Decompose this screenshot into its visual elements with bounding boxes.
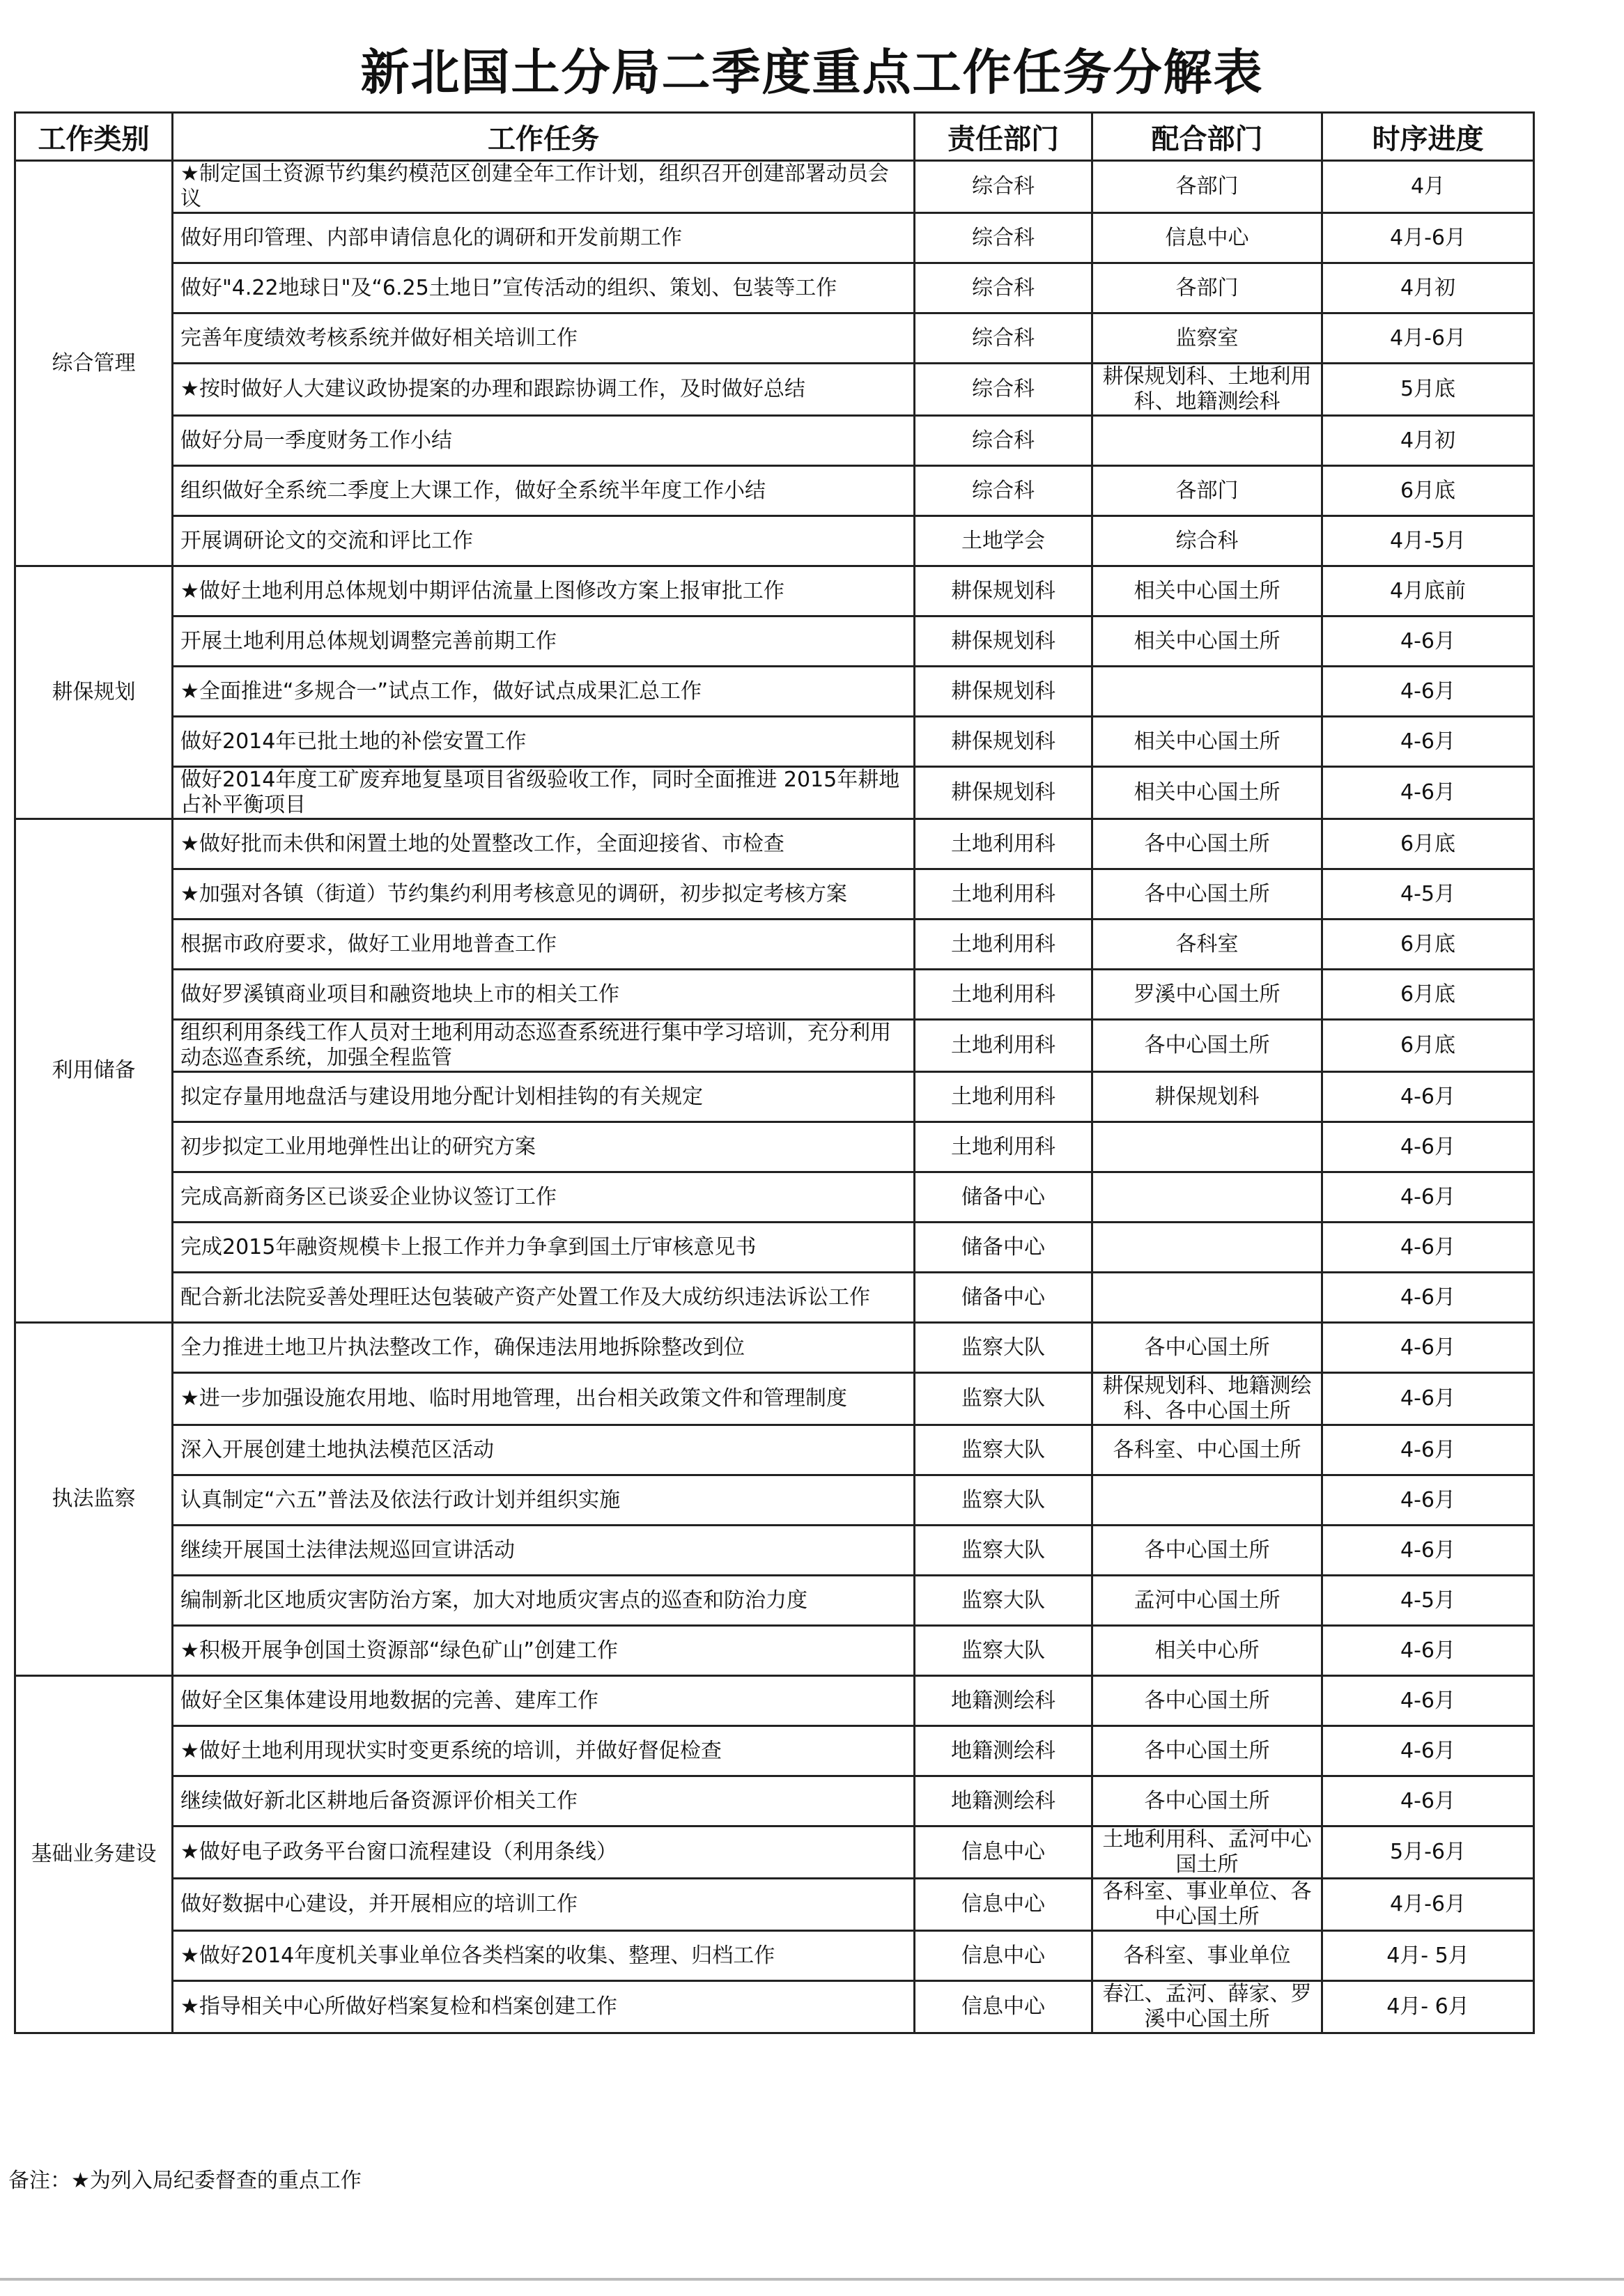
- progress-cell: 4-6月: [1322, 1676, 1534, 1726]
- coop-cell: [1092, 1273, 1322, 1323]
- table-row: [15, 364, 1534, 416]
- dept-cell: 耕保规划科: [915, 566, 1092, 616]
- dept-cell: 耕保规划科: [915, 667, 1092, 717]
- table-row: [15, 1981, 1534, 2033]
- table-row: [15, 767, 1534, 819]
- task-cell: 拟定存量用地盘活与建设用地分配计划相挂钩的有关规定: [173, 1072, 915, 1122]
- progress-cell: 4-5月: [1322, 1576, 1534, 1626]
- task-cell: ★加强对各镇（街道）节约集约利用考核意见的调研，初步拟定考核方案: [173, 869, 915, 920]
- task-cell: 认真制定“六五”普法及依法行政计划并组织实施: [173, 1475, 915, 1526]
- coop-cell: 相关中心国土所: [1092, 616, 1322, 667]
- task-cell: 开展土地利用总体规划调整完善前期工作: [173, 616, 915, 667]
- dept-cell: 监察大队: [915, 1576, 1092, 1626]
- coop-cell: 各中心国土所: [1092, 869, 1322, 920]
- progress-cell: 4月-6月: [1322, 213, 1534, 263]
- dept-cell: 储备中心: [915, 1273, 1092, 1323]
- coop-cell: 各中心国土所: [1092, 1676, 1322, 1726]
- task-table: [14, 111, 1535, 2034]
- table-row: [15, 213, 1534, 263]
- coop-cell: 监察室: [1092, 313, 1322, 364]
- table-row: [15, 466, 1534, 516]
- task-cell: ★做好土地利用现状实时变更系统的培训，并做好督促检查: [173, 1726, 915, 1776]
- task-cell: ★全面推进“多规合一”试点工作，做好试点成果汇总工作: [173, 667, 915, 717]
- coop-cell: [1092, 667, 1322, 717]
- progress-cell: 4月-6月: [1322, 1879, 1534, 1931]
- table-row: [15, 1425, 1534, 1475]
- coop-cell: 相关中心所: [1092, 1626, 1322, 1676]
- coop-cell: 相关中心国土所: [1092, 566, 1322, 616]
- coop-cell: 各中心国土所: [1092, 1776, 1322, 1826]
- dept-cell: 耕保规划科: [915, 616, 1092, 667]
- progress-cell: 4-6月: [1322, 667, 1534, 717]
- table-row: [15, 1020, 1534, 1072]
- coop-cell: 春江、孟河、薛家、罗溪中心国土所: [1092, 1981, 1322, 2033]
- task-cell: 深入开展创建土地执法模范区活动: [173, 1425, 915, 1475]
- table-row: [15, 416, 1534, 466]
- table-row: [15, 1879, 1534, 1931]
- table-row: [15, 1676, 1534, 1726]
- coop-cell: [1092, 1122, 1322, 1172]
- header-progress: 时序进度: [1322, 113, 1534, 161]
- table-row: [15, 566, 1534, 616]
- coop-cell: 各部门: [1092, 466, 1322, 516]
- task-cell: ★做好电子政务平台窗口流程建设（利用条线）: [173, 1826, 915, 1879]
- table-row: [15, 1373, 1534, 1425]
- coop-cell: 各中心国土所: [1092, 1020, 1322, 1072]
- table-row: [15, 516, 1534, 566]
- progress-cell: 6月底: [1322, 970, 1534, 1020]
- progress-cell: 6月底: [1322, 466, 1534, 516]
- task-cell: 做好2014年度工矿废弃地复垦项目省级验收工作，同时全面推进 2015年耕地占补平衡项目: [173, 767, 915, 819]
- progress-cell: 4月初: [1322, 416, 1534, 466]
- progress-cell: 4月- 6月: [1322, 1981, 1534, 2033]
- task-cell: ★制定国土资源节约集约模范区创建全年工作计划，组织召开创建部署动员会议: [173, 161, 915, 213]
- progress-cell: 6月底: [1322, 819, 1534, 869]
- progress-cell: 6月底: [1322, 1020, 1534, 1072]
- table-row: [15, 1776, 1534, 1826]
- task-cell: 配合新北法院妥善处理旺达包装破产资产处置工作及大成纺织违法诉讼工作: [173, 1273, 915, 1323]
- progress-cell: 4月-6月: [1322, 313, 1534, 364]
- task-cell: 做好2014年已批土地的补偿安置工作: [173, 717, 915, 767]
- progress-cell: 4-6月: [1322, 1273, 1534, 1323]
- table-row: [15, 1626, 1534, 1676]
- dept-cell: 监察大队: [915, 1373, 1092, 1425]
- header-coop: 配合部门: [1092, 113, 1322, 161]
- dept-cell: 信息中心: [915, 1879, 1092, 1931]
- progress-cell: 4月-5月: [1322, 516, 1534, 566]
- task-cell: 开展调研论文的交流和评比工作: [173, 516, 915, 566]
- table-row: [15, 1826, 1534, 1879]
- coop-cell: 信息中心: [1092, 213, 1322, 263]
- category-cell: 利用储备: [15, 819, 173, 1323]
- header-task: 工作任务: [173, 113, 915, 161]
- task-cell: ★按时做好人大建议政协提案的办理和跟踪协调工作，及时做好总结: [173, 364, 915, 416]
- header-category: 工作类别: [15, 113, 173, 161]
- coop-cell: 各中心国土所: [1092, 819, 1322, 869]
- table-row: [15, 1576, 1534, 1626]
- task-cell: 根据市政府要求，做好工业用地普查工作: [173, 920, 915, 970]
- dept-cell: 监察大队: [915, 1626, 1092, 1676]
- progress-cell: 4-5月: [1322, 869, 1534, 920]
- footnote: 备注：★为列入局纪委督查的重点工作: [8, 2169, 362, 2193]
- coop-cell: 耕保规划科、地籍测绘科、各中心国土所: [1092, 1373, 1322, 1425]
- task-cell: ★进一步加强设施农用地、临时用地管理，出台相关政策文件和管理制度: [173, 1373, 915, 1425]
- task-cell: 完善年度绩效考核系统并做好相关培训工作: [173, 313, 915, 364]
- dept-cell: 监察大队: [915, 1425, 1092, 1475]
- dept-cell: 综合科: [915, 263, 1092, 313]
- table-row: [15, 313, 1534, 364]
- task-cell: 全力推进土地卫片执法整改工作，确保违法用地拆除整改到位: [173, 1323, 915, 1373]
- coop-cell: 各科室、事业单位: [1092, 1931, 1322, 1981]
- task-cell: 做好分局一季度财务工作小结: [173, 416, 915, 466]
- table-row: [15, 1072, 1534, 1122]
- table-header-row: [15, 113, 1534, 161]
- table-body: [15, 161, 1534, 2033]
- progress-cell: 4-6月: [1322, 1776, 1534, 1826]
- table-row: [15, 1475, 1534, 1526]
- task-cell: 继续开展国土法律法规巡回宣讲活动: [173, 1526, 915, 1576]
- task-cell: 做好罗溪镇商业项目和融资地块上市的相关工作: [173, 970, 915, 1020]
- table-row: [15, 970, 1534, 1020]
- dept-cell: 监察大队: [915, 1526, 1092, 1576]
- table-row: [15, 717, 1534, 767]
- dept-cell: 地籍测绘科: [915, 1676, 1092, 1726]
- dept-cell: 土地利用科: [915, 970, 1092, 1020]
- page-title: 新北国土分局二季度重点工作任务分解表: [360, 44, 1264, 101]
- coop-cell: 相关中心国土所: [1092, 767, 1322, 819]
- dept-cell: 监察大队: [915, 1475, 1092, 1526]
- progress-cell: 4-6月: [1322, 717, 1534, 767]
- dept-cell: 耕保规划科: [915, 767, 1092, 819]
- category-cell: 综合管理: [15, 161, 173, 566]
- progress-cell: 5月-6月: [1322, 1826, 1534, 1879]
- dept-cell: 综合科: [915, 466, 1092, 516]
- task-cell: 做好"4.22地球日"及“6.25土地日”宣传活动的组织、策划、包装等工作: [173, 263, 915, 313]
- coop-cell: 各部门: [1092, 263, 1322, 313]
- coop-cell: 综合科: [1092, 516, 1322, 566]
- task-cell: 编制新北区地质灾害防治方案，加大对地质灾害点的巡查和防治力度: [173, 1576, 915, 1626]
- task-cell: ★积极开展争创国土资源部“绿色矿山”创建工作: [173, 1626, 915, 1676]
- table-row: [15, 1931, 1534, 1981]
- dept-cell: 地籍测绘科: [915, 1776, 1092, 1826]
- progress-cell: 4-6月: [1322, 1425, 1534, 1475]
- task-cell: 做好全区集体建设用地数据的完善、建库工作: [173, 1676, 915, 1726]
- dept-cell: 信息中心: [915, 1826, 1092, 1879]
- progress-cell: 4月- 5月: [1322, 1931, 1534, 1981]
- table-row: [15, 869, 1534, 920]
- task-cell: 继续做好新北区耕地后备资源评价相关工作: [173, 1776, 915, 1826]
- task-cell: 完成2015年融资规模卡上报工作并力争拿到国土厅审核意见书: [173, 1223, 915, 1273]
- task-cell: ★做好土地利用总体规划中期评估流量上图修改方案上报审批工作: [173, 566, 915, 616]
- coop-cell: 各科室: [1092, 920, 1322, 970]
- task-cell: 做好用印管理、内部申请信息化的调研和开发前期工作: [173, 213, 915, 263]
- progress-cell: 4-6月: [1322, 1122, 1534, 1172]
- coop-cell: 各科室、中心国土所: [1092, 1425, 1322, 1475]
- table-row: [15, 667, 1534, 717]
- progress-cell: 4-6月: [1322, 1373, 1534, 1425]
- header-dept: 责任部门: [915, 113, 1092, 161]
- table-row: [15, 1122, 1534, 1172]
- task-cell: 完成高新商务区已谈妥企业协议签订工作: [173, 1172, 915, 1223]
- coop-cell: 相关中心国土所: [1092, 717, 1322, 767]
- task-cell: ★做好批而未供和闲置土地的处置整改工作，全面迎接省、市检查: [173, 819, 915, 869]
- progress-cell: 4-6月: [1322, 767, 1534, 819]
- dept-cell: 地籍测绘科: [915, 1726, 1092, 1776]
- coop-cell: [1092, 416, 1322, 466]
- coop-cell: 各科室、事业单位、各中心国土所: [1092, 1879, 1322, 1931]
- dept-cell: 土地利用科: [915, 1122, 1092, 1172]
- progress-cell: 4-6月: [1322, 1323, 1534, 1373]
- task-cell: 做好数据中心建设，并开展相应的培训工作: [173, 1879, 915, 1931]
- progress-cell: 4-6月: [1322, 1526, 1534, 1576]
- dept-cell: 综合科: [915, 161, 1092, 213]
- table-row: [15, 1223, 1534, 1273]
- category-cell: 基础业务建设: [15, 1676, 173, 2033]
- table-row: [15, 1726, 1534, 1776]
- table-row: [15, 1323, 1534, 1373]
- dept-cell: 综合科: [915, 416, 1092, 466]
- coop-cell: 罗溪中心国土所: [1092, 970, 1322, 1020]
- progress-cell: 4-6月: [1322, 1626, 1534, 1676]
- coop-cell: 各中心国土所: [1092, 1323, 1322, 1373]
- scan-edge: [0, 2278, 1624, 2281]
- coop-cell: [1092, 1475, 1322, 1526]
- table-row: [15, 1526, 1534, 1576]
- coop-cell: 各中心国土所: [1092, 1526, 1322, 1576]
- dept-cell: 信息中心: [915, 1981, 1092, 2033]
- task-cell: ★指导相关中心所做好档案复检和档案创建工作: [173, 1981, 915, 2033]
- table-row: [15, 263, 1534, 313]
- progress-cell: 6月底: [1322, 920, 1534, 970]
- task-cell: 组织利用条线工作人员对土地利用动态巡查系统进行集中学习培训，充分利用动态巡查系统，加强全程监管: [173, 1020, 915, 1072]
- table-row: [15, 819, 1534, 869]
- progress-cell: 4-6月: [1322, 1475, 1534, 1526]
- dept-cell: 土地利用科: [915, 1072, 1092, 1122]
- dept-cell: 土地学会: [915, 516, 1092, 566]
- coop-cell: 各部门: [1092, 161, 1322, 213]
- progress-cell: 4月底前: [1322, 566, 1534, 616]
- dept-cell: 综合科: [915, 213, 1092, 263]
- dept-cell: 土地利用科: [915, 819, 1092, 869]
- dept-cell: 综合科: [915, 364, 1092, 416]
- progress-cell: 4-6月: [1322, 1172, 1534, 1223]
- dept-cell: 储备中心: [915, 1172, 1092, 1223]
- coop-cell: 耕保规划科: [1092, 1072, 1322, 1122]
- progress-cell: 4-6月: [1322, 1072, 1534, 1122]
- coop-cell: 孟河中心国土所: [1092, 1576, 1322, 1626]
- coop-cell: 各中心国土所: [1092, 1726, 1322, 1776]
- progress-cell: 4-6月: [1322, 616, 1534, 667]
- table-row: [15, 616, 1534, 667]
- progress-cell: 5月底: [1322, 364, 1534, 416]
- progress-cell: 4月: [1322, 161, 1534, 213]
- dept-cell: 土地利用科: [915, 920, 1092, 970]
- progress-cell: 4月初: [1322, 263, 1534, 313]
- dept-cell: 土地利用科: [915, 1020, 1092, 1072]
- category-cell: 执法监察: [15, 1323, 173, 1676]
- table-row: [15, 1273, 1534, 1323]
- progress-cell: 4-6月: [1322, 1223, 1534, 1273]
- table-row: [15, 1172, 1534, 1223]
- coop-cell: 耕保规划科、土地利用科、地籍测绘科: [1092, 364, 1322, 416]
- table-row: [15, 161, 1534, 213]
- dept-cell: 储备中心: [915, 1223, 1092, 1273]
- coop-cell: [1092, 1172, 1322, 1223]
- table-row: [15, 920, 1534, 970]
- dept-cell: 综合科: [915, 313, 1092, 364]
- dept-cell: 信息中心: [915, 1931, 1092, 1981]
- dept-cell: 耕保规划科: [915, 717, 1092, 767]
- task-cell: 组织做好全系统二季度上大课工作，做好全系统半年度工作小结: [173, 466, 915, 516]
- dept-cell: 土地利用科: [915, 869, 1092, 920]
- progress-cell: 4-6月: [1322, 1726, 1534, 1776]
- category-cell: 耕保规划: [15, 566, 173, 819]
- coop-cell: 土地利用科、孟河中心国土所: [1092, 1826, 1322, 1879]
- coop-cell: [1092, 1223, 1322, 1273]
- task-cell: 初步拟定工业用地弹性出让的研究方案: [173, 1122, 915, 1172]
- task-cell: ★做好2014年度机关事业单位各类档案的收集、整理、归档工作: [173, 1931, 915, 1981]
- dept-cell: 监察大队: [915, 1323, 1092, 1373]
